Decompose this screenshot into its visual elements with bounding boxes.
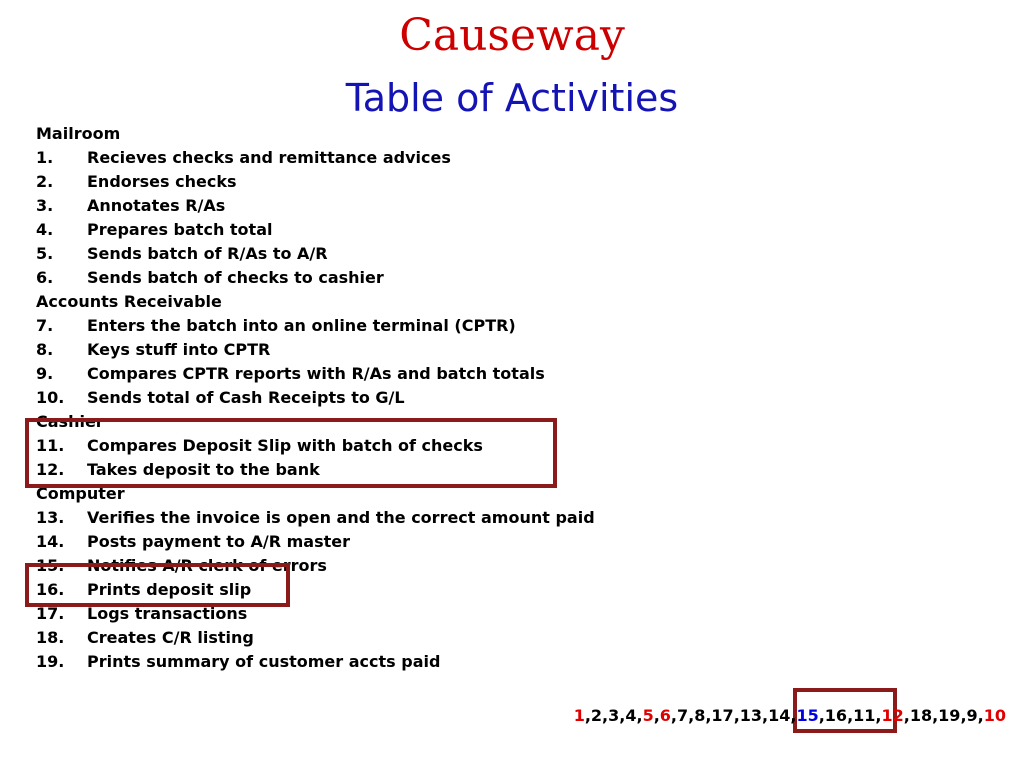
activity-text: Compares CPTR reports with R/As and batch totals (87, 364, 545, 383)
section-heading: Cashier (36, 412, 104, 431)
activity-item (36, 626, 595, 650)
sequence-part: 12 (881, 706, 904, 725)
activity-text: Compares Deposit Slip with batch of checks (87, 436, 483, 455)
activity-number: 14. (36, 532, 65, 551)
activity-item (36, 386, 595, 410)
activity-item (36, 146, 595, 170)
activity-text: Sends batch of R/As to A/R (87, 244, 328, 263)
slide-subtitle: Table of Activities (345, 76, 679, 120)
activity-item (36, 506, 595, 530)
sequence-part: ,18,19,9, (903, 706, 984, 725)
activity-text: Annotates R/As (87, 196, 226, 215)
activity-text: Endorses checks (87, 172, 237, 191)
section-heading: Computer (36, 484, 125, 503)
activity-number: 17. (36, 604, 65, 623)
activity-item (36, 338, 595, 362)
activity-item (36, 362, 595, 386)
activity-number: 8. (36, 340, 54, 359)
activity-text: Enters the batch into an online terminal (CPTR) (87, 316, 516, 335)
sequence-part: ,7,8,17,13,14, (670, 706, 797, 725)
activity-item (36, 218, 595, 242)
activity-number: 6. (36, 268, 54, 287)
sequence-part: 5 (642, 706, 654, 725)
sequence-part: ,16,11, (818, 706, 882, 725)
sequence-part: 1 (573, 706, 585, 725)
section-heading: Mailroom (36, 124, 121, 143)
highlight-box-deposit-slip (25, 563, 290, 607)
activity-text: Prints summary of customer accts paid (87, 652, 441, 671)
activity-item (36, 242, 595, 266)
activity-number: 12. (36, 460, 65, 479)
slide-title: Causeway (399, 10, 625, 61)
sequence-part: ,2,3,4, (584, 706, 643, 725)
activity-number: 9. (36, 364, 54, 383)
section-heading: Accounts Receivable (36, 292, 222, 311)
highlight-box-cashier (25, 418, 557, 488)
activity-item (36, 266, 595, 290)
activity-item (36, 170, 595, 194)
activity-text: Prepares batch total (87, 220, 273, 239)
activity-text: Keys stuff into CPTR (87, 340, 271, 359)
activity-number: 11. (36, 436, 65, 455)
activity-text: Logs transactions (87, 604, 248, 623)
activity-number: 4. (36, 220, 54, 239)
sequence-part: , (653, 706, 660, 725)
activity-item (36, 194, 595, 218)
activity-number: 5. (36, 244, 54, 263)
activity-text: Creates C/R listing (87, 628, 254, 647)
activity-text: Takes deposit to the bank (87, 460, 320, 479)
activity-item (36, 650, 595, 674)
activity-number: 18. (36, 628, 65, 647)
activity-number: 10. (36, 388, 65, 407)
activity-text: Posts payment to A/R master (87, 532, 351, 551)
activity-number: 1. (36, 148, 54, 167)
activity-number: 7. (36, 316, 54, 335)
activity-item (36, 530, 595, 554)
activity-text: Sends batch of checks to cashier (87, 268, 384, 287)
activity-text: Recieves checks and remittance advices (87, 148, 451, 167)
activity-number: 2. (36, 172, 54, 191)
sequence-part: 6 (659, 706, 671, 725)
activity-text: Verifies the invoice is open and the correct amount paid (87, 508, 595, 527)
activity-number: 13. (36, 508, 65, 527)
activity-text: Prints deposit slip (87, 580, 252, 599)
activity-text: Sends total of Cash Receipts to G/L (87, 388, 405, 407)
activity-number: 15. (36, 556, 65, 575)
activity-number: 19. (36, 652, 65, 671)
activity-item (36, 314, 595, 338)
activity-number: 16. (36, 580, 65, 599)
sequence-part: 15 (796, 706, 819, 725)
activity-number: 3. (36, 196, 54, 215)
activity-sequence (574, 706, 1006, 725)
activity-text: Notifies A/R clerk of errors (87, 556, 327, 575)
sequence-part: 10 (983, 706, 1006, 725)
